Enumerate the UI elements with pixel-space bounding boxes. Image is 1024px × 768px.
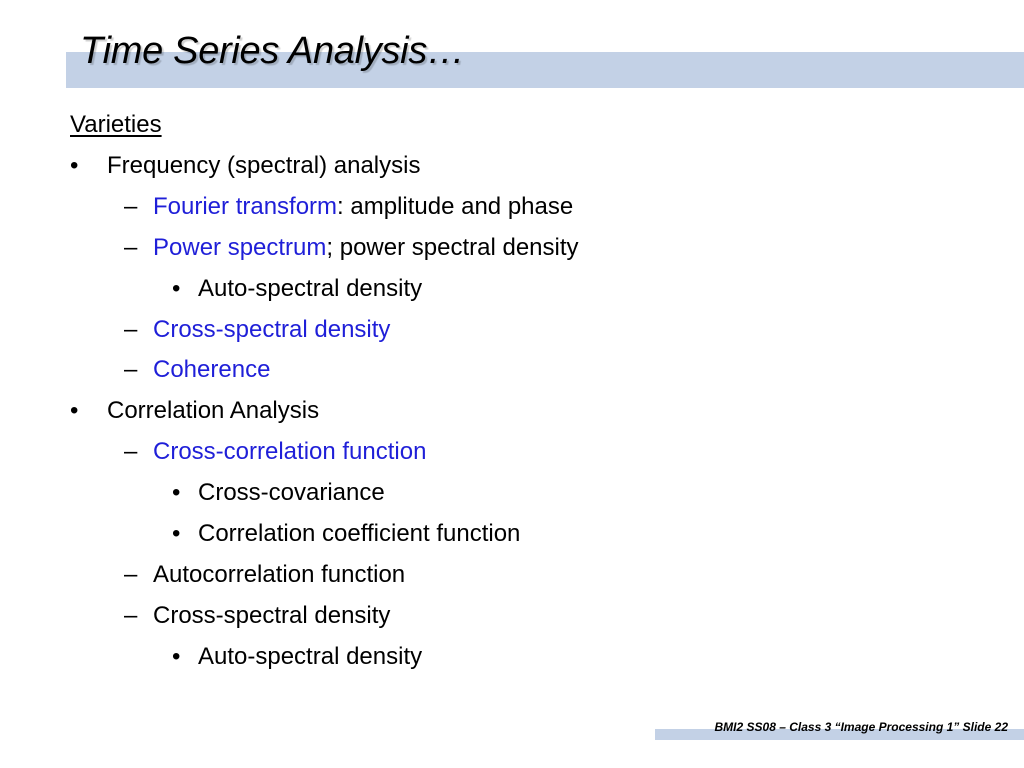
subitem-text: Autocorrelation function xyxy=(153,561,406,588)
bullet-marker: • xyxy=(70,397,79,424)
subsubitem-text: Cross-covariance xyxy=(198,479,385,506)
slide-footer: BMI2 SS08 – Class 3 “Image Processing 1” Slide 22 xyxy=(714,720,1008,734)
cross-correlation-function-link[interactable]: Cross-correlation function xyxy=(153,438,427,465)
coherence-link[interactable]: Coherence xyxy=(153,356,271,383)
bullet-marker: • xyxy=(172,479,181,506)
bullet-text: Frequency (spectral) analysis xyxy=(107,152,421,179)
cross-spectral-density-link[interactable]: Cross-spectral density xyxy=(153,316,391,343)
subsubitem-text: Correlation coefficient function xyxy=(198,520,521,547)
section-heading: Varieties xyxy=(70,111,162,138)
subitem-cross-correlation xyxy=(124,437,427,467)
subitem-fourier-transform xyxy=(124,192,574,222)
subsubitem-auto-spectral-density-2 xyxy=(172,642,423,672)
bullet-correlation-analysis xyxy=(70,396,320,426)
fourier-transform-link[interactable]: Fourier transform xyxy=(153,193,338,220)
bullet-marker: • xyxy=(172,520,181,547)
subitem-text: ; power spectral density xyxy=(326,234,579,261)
subitem-text: : amplitude and phase xyxy=(337,193,574,220)
dash-marker: – xyxy=(124,193,138,220)
slide-title: Time Series Analysis… xyxy=(80,30,465,72)
subitem-cross-spectral-density-2 xyxy=(124,601,391,631)
dash-marker: – xyxy=(124,561,138,588)
power-spectrum-link[interactable]: Power spectrum xyxy=(153,234,327,261)
bullet-frequency-analysis xyxy=(70,151,421,181)
dash-marker: – xyxy=(124,316,138,343)
dash-marker: – xyxy=(124,234,138,261)
dash-marker: – xyxy=(124,356,138,383)
dash-marker: – xyxy=(124,438,138,465)
subsubitem-auto-spectral-density xyxy=(172,274,423,304)
subitem-coherence xyxy=(124,355,271,385)
bullet-text: Correlation Analysis xyxy=(107,397,320,424)
subsubitem-cross-covariance xyxy=(172,478,385,508)
bullet-marker: • xyxy=(172,275,181,302)
subsubitem-correlation-coefficient xyxy=(172,519,521,549)
dash-marker: – xyxy=(124,602,138,629)
subitem-cross-spectral-density xyxy=(124,315,391,345)
bullet-marker: • xyxy=(172,643,181,670)
subitem-text: Cross-spectral density xyxy=(153,602,391,629)
subsubitem-text: Auto-spectral density xyxy=(198,643,423,670)
subsubitem-text: Auto-spectral density xyxy=(198,275,423,302)
subitem-power-spectrum xyxy=(124,233,579,263)
subitem-autocorrelation xyxy=(124,560,406,590)
bullet-marker: • xyxy=(70,152,79,179)
